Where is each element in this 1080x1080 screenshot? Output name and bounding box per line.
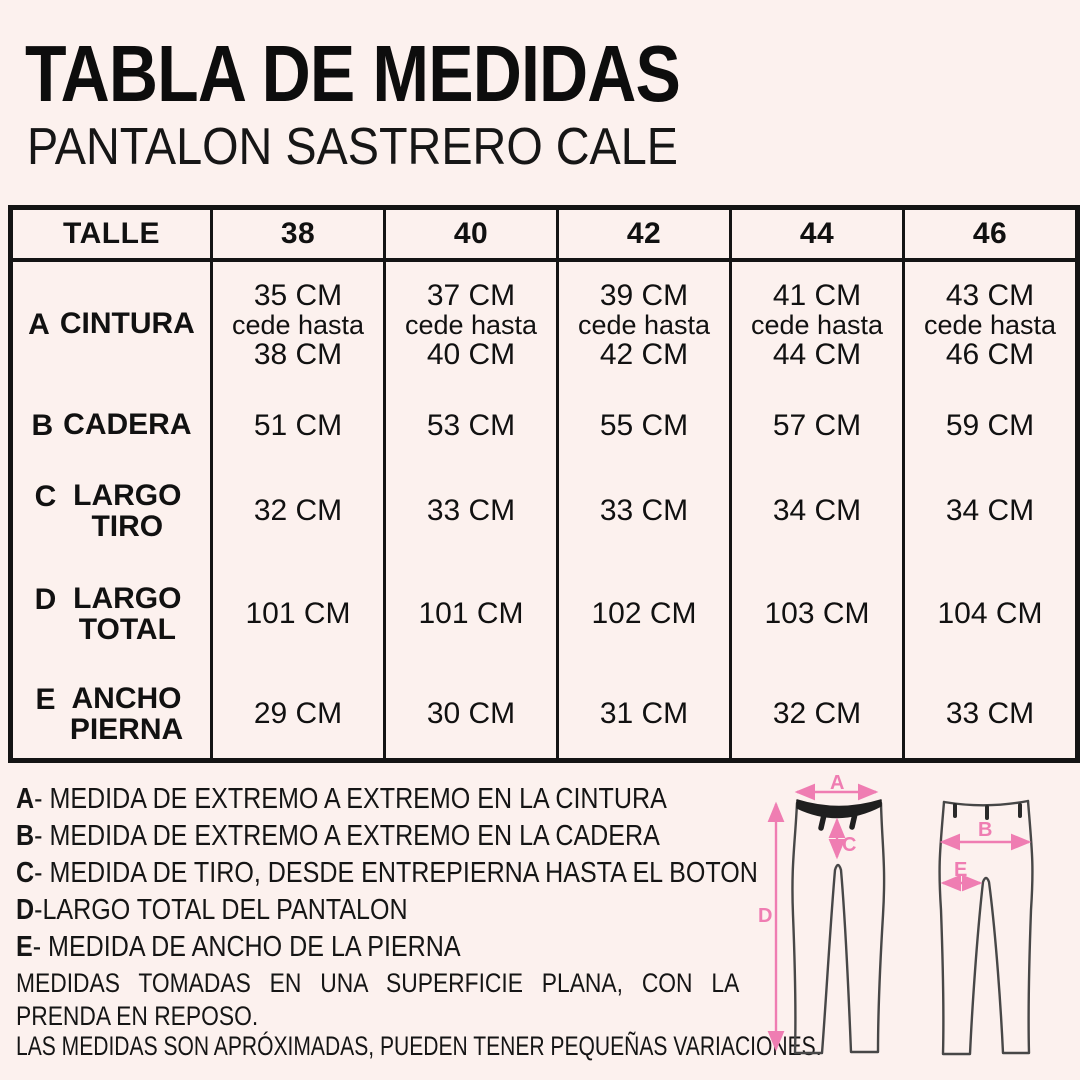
size-table xyxy=(8,205,1080,763)
table-cell: 34 CM xyxy=(902,464,1075,558)
row-label-largo-total: D LARGO TOTAL xyxy=(34,581,182,646)
table-cell: 102 CM xyxy=(556,558,729,670)
table-cell: 103 CM xyxy=(729,558,902,670)
table-cell: 101 CM xyxy=(383,558,556,670)
pants-measure-diagram xyxy=(740,770,1080,1080)
col-header-talle: TALLE xyxy=(13,210,210,262)
table-cell: 33 CM xyxy=(902,670,1075,758)
col-header-40: 40 xyxy=(383,210,556,262)
table-cell: 51 CM xyxy=(210,388,383,464)
table-cell: 32 CM xyxy=(729,670,902,758)
col-header-42: 42 xyxy=(556,210,729,262)
row-label-largo-tiro: C LARGO TIRO xyxy=(34,478,182,543)
legend-line-d: D-LARGO TOTAL DEL PANTALON xyxy=(16,894,408,926)
col-header-44: 44 xyxy=(729,210,902,262)
measurement-legend xyxy=(16,781,758,966)
table-cell: 104 CM xyxy=(902,558,1075,670)
label-a: A xyxy=(830,772,845,794)
table-cell: 37 CM cede hasta 40 CM xyxy=(383,262,556,388)
label-d: D xyxy=(758,905,773,927)
label-b: B xyxy=(978,819,993,841)
table-cell: 33 CM xyxy=(556,464,729,558)
table-cell: 34 CM xyxy=(729,464,902,558)
col-header-46: 46 xyxy=(902,210,1075,262)
page-title: TABLA DE MEDIDAS xyxy=(25,29,681,118)
note-approximate: LAS MEDIDAS SON APRÓXIMADAS, PUEDEN TENER PEQUEÑAS VARIACIONES. xyxy=(16,1031,822,1061)
page-subtitle: PANTALON SASTRERO CALE xyxy=(27,118,679,176)
table-cell: 101 CM xyxy=(210,558,383,670)
table-cell: 35 CM cede hasta 38 CM xyxy=(210,262,383,388)
note-flat-surface: MEDIDAS TOMADAS EN UNA SUPERFICIE PLANA, CON LA PRENDA EN REPOSO. xyxy=(16,968,740,1031)
table-cell: 53 CM xyxy=(383,388,556,464)
legend-line-c: C- MEDIDA DE TIRO, DESDE ENTREPIERNA HASTA EL BOTON xyxy=(16,857,758,889)
row-label-cintura: A CINTURA xyxy=(28,307,195,341)
table-cell: 59 CM xyxy=(902,388,1075,464)
legend-line-a: A- MEDIDA DE EXTREMO A EXTREMO EN LA CINTURA xyxy=(16,783,667,815)
table-cell: 31 CM xyxy=(556,670,729,758)
legend-line-b: B- MEDIDA DE EXTREMO A EXTREMO EN LA CADERA xyxy=(16,820,660,852)
row-label-ancho-pierna: E ANCHO PIERNA xyxy=(35,681,184,746)
label-e: E xyxy=(954,859,968,881)
table-cell: 41 CM cede hasta 44 CM xyxy=(729,262,902,388)
table-cell: 29 CM xyxy=(210,670,383,758)
pants-front-waistband-icon xyxy=(797,800,881,818)
pants-back-beltloops-icon xyxy=(955,805,1020,818)
table-cell: 55 CM xyxy=(556,388,729,464)
row-label-cadera: B CADERA xyxy=(31,408,192,442)
table-cell: 43 CM cede hasta 46 CM xyxy=(902,262,1075,388)
table-cell: 32 CM xyxy=(210,464,383,558)
col-header-38: 38 xyxy=(210,210,383,262)
table-cell: 33 CM xyxy=(383,464,556,558)
table-cell: 30 CM xyxy=(383,670,556,758)
legend-line-e: E- MEDIDA DE ANCHO DE LA PIERNA xyxy=(16,931,461,963)
table-cell: 39 CM cede hasta 42 CM xyxy=(556,262,729,388)
table-cell: 57 CM xyxy=(729,388,902,464)
pants-front-outline-icon xyxy=(792,803,884,1053)
label-c: C xyxy=(842,834,857,856)
